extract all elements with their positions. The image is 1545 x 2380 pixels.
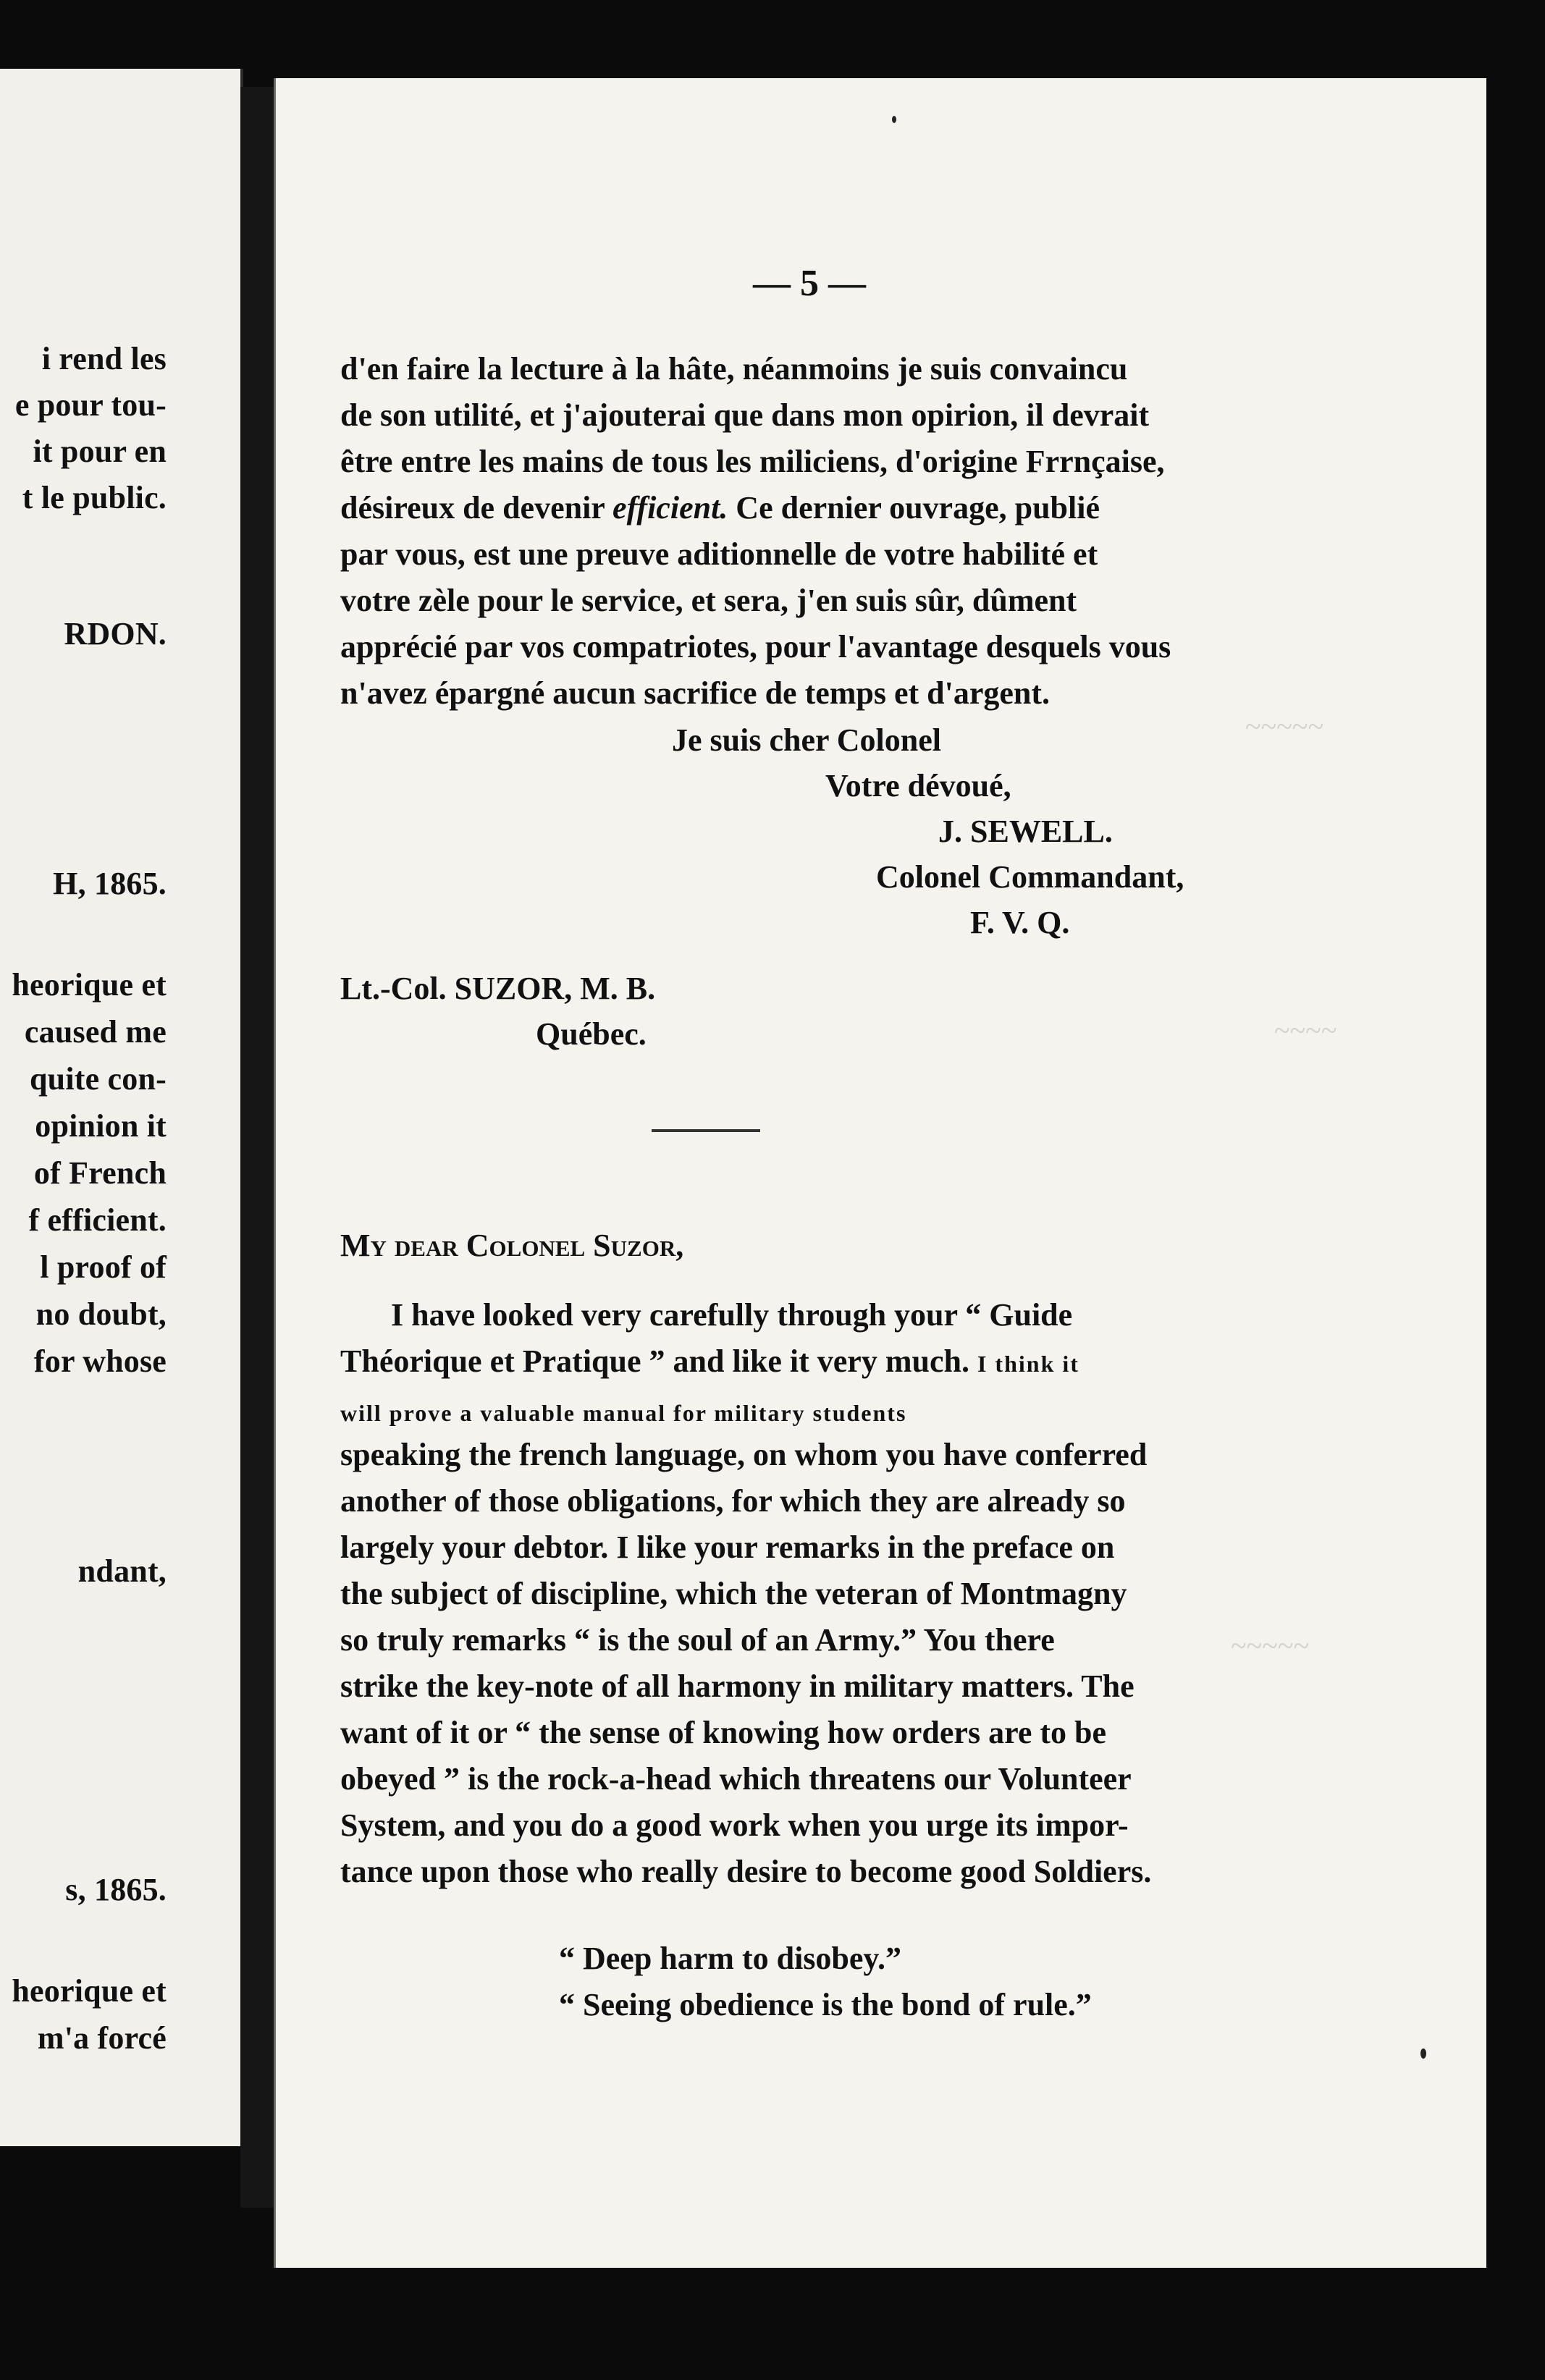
french-letter-line bbox=[340, 485, 1100, 532]
english-letter-text: Théorique et Pratique ” and like it very much. bbox=[340, 1343, 969, 1379]
prev-line: of French bbox=[33, 1155, 167, 1191]
prev-line: no doubt, bbox=[35, 1296, 167, 1332]
english-letter-line: the subject of discipline, which the veteran of Montmagny bbox=[340, 1576, 1127, 1611]
prev-line: it pour en bbox=[33, 434, 167, 469]
closing: Je suis cher Colonel bbox=[672, 722, 941, 758]
book-gutter bbox=[240, 87, 274, 2208]
bleed-through-mark: ~~~~~ bbox=[1231, 1629, 1310, 1662]
signatory-unit: F. V. Q. bbox=[970, 905, 1070, 940]
salutation: My dear Colonel Suzor, bbox=[340, 1228, 684, 1263]
bleed-through-mark: ~~~~~ bbox=[1245, 710, 1324, 743]
emphasized-word: efficient. bbox=[612, 490, 728, 526]
english-letter-line: speaking the french language, on whom you have conferred bbox=[340, 1437, 1148, 1472]
french-letter-text: désireux de devenir bbox=[340, 490, 605, 526]
small-caps-phrase: I think it bbox=[977, 1351, 1079, 1377]
prev-line: i rend les bbox=[41, 341, 167, 376]
prev-line: s, 1865. bbox=[65, 1872, 167, 1907]
prev-line: quite con- bbox=[30, 1061, 167, 1097]
prev-line: H, 1865. bbox=[53, 866, 167, 901]
prev-line: m'a forcé bbox=[37, 2020, 167, 2056]
english-letter-line: another of those obligations, for which they are already so bbox=[340, 1483, 1126, 1519]
french-letter-line: apprécié par vos compatriotes, pour l'avantage desquels vous bbox=[340, 629, 1171, 664]
french-letter-line: votre zèle pour le service, et sera, j'en suis sûr, dûment bbox=[340, 583, 1077, 618]
speck bbox=[1420, 2048, 1426, 2059]
quotation: “ Seeing obedience is the bond of rule.” bbox=[559, 1987, 1092, 2022]
prev-line: for whose bbox=[33, 1343, 167, 1379]
section-divider bbox=[652, 1129, 760, 1132]
bleed-through-mark: ~~~~ bbox=[1274, 1014, 1337, 1047]
french-letter-line: par vous, est une preuve aditionnelle de votre habilité et bbox=[340, 536, 1098, 572]
french-letter-line: être entre les mains de tous les miliciens, d'origine Frrnçaise, bbox=[340, 444, 1165, 479]
quotation: “ Deep harm to disobey.” bbox=[559, 1941, 901, 1976]
addressee: Lt.-Col. SUZOR, M. B. bbox=[340, 971, 656, 1006]
prev-line: ndant, bbox=[77, 1553, 167, 1589]
english-letter-line: strike the key-note of all harmony in military matters. The bbox=[340, 1668, 1134, 1704]
previous-page bbox=[0, 69, 243, 2146]
prev-line: caused me bbox=[24, 1014, 167, 1050]
page-number: — 5 — bbox=[753, 263, 866, 304]
english-letter-line: tance upon those who really desire to become good Soldiers. bbox=[340, 1854, 1152, 1889]
speck bbox=[892, 116, 896, 123]
signatory-title: Colonel Commandant, bbox=[876, 859, 1184, 895]
signature: J. SEWELL. bbox=[938, 814, 1113, 849]
prev-line: l proof of bbox=[40, 1249, 167, 1285]
english-letter-line: largely your debtor. I like your remarks in the preface on bbox=[340, 1529, 1115, 1565]
french-letter-line: d'en faire la lecture à la hâte, néanmoins je suis convaincu bbox=[340, 351, 1128, 387]
french-letter-line: n'avez épargné aucun sacrifice de temps et d'argent. bbox=[340, 675, 1051, 711]
english-letter-line: I have looked very carefully through your “ Guide bbox=[391, 1297, 1073, 1333]
english-letter-line bbox=[340, 1338, 1079, 1388]
prev-line: heorique et bbox=[12, 1973, 167, 2009]
prev-line: heorique et bbox=[12, 967, 167, 1003]
english-letter-line: want of it or “ the sense of knowing how orders are to be bbox=[340, 1715, 1106, 1750]
prev-line: opinion it bbox=[35, 1108, 167, 1144]
prev-line: t le public. bbox=[22, 480, 167, 515]
english-letter-line: so truly remarks “ is the soul of an Army.” You there bbox=[340, 1622, 1055, 1658]
prev-line: f efficient. bbox=[28, 1202, 167, 1238]
english-letter-line: will prove a valuable manual for military students bbox=[340, 1400, 907, 1426]
addressee-city: Québec. bbox=[536, 1016, 647, 1052]
prev-line: e pour tou- bbox=[14, 387, 167, 423]
english-letter-line: obeyed ” is the rock-a-head which threatens our Volunteer bbox=[340, 1761, 1132, 1797]
english-letter-line: System, and you do a good work when you urge its impor- bbox=[340, 1807, 1129, 1843]
prev-line: RDON. bbox=[64, 616, 167, 651]
french-letter-line: de son utilité, et j'ajouterai que dans mon opirion, il devrait bbox=[340, 397, 1150, 433]
french-letter-text: Ce dernier ouvrage, publié bbox=[736, 490, 1100, 526]
closing-2: Votre dévoué, bbox=[825, 768, 1011, 803]
